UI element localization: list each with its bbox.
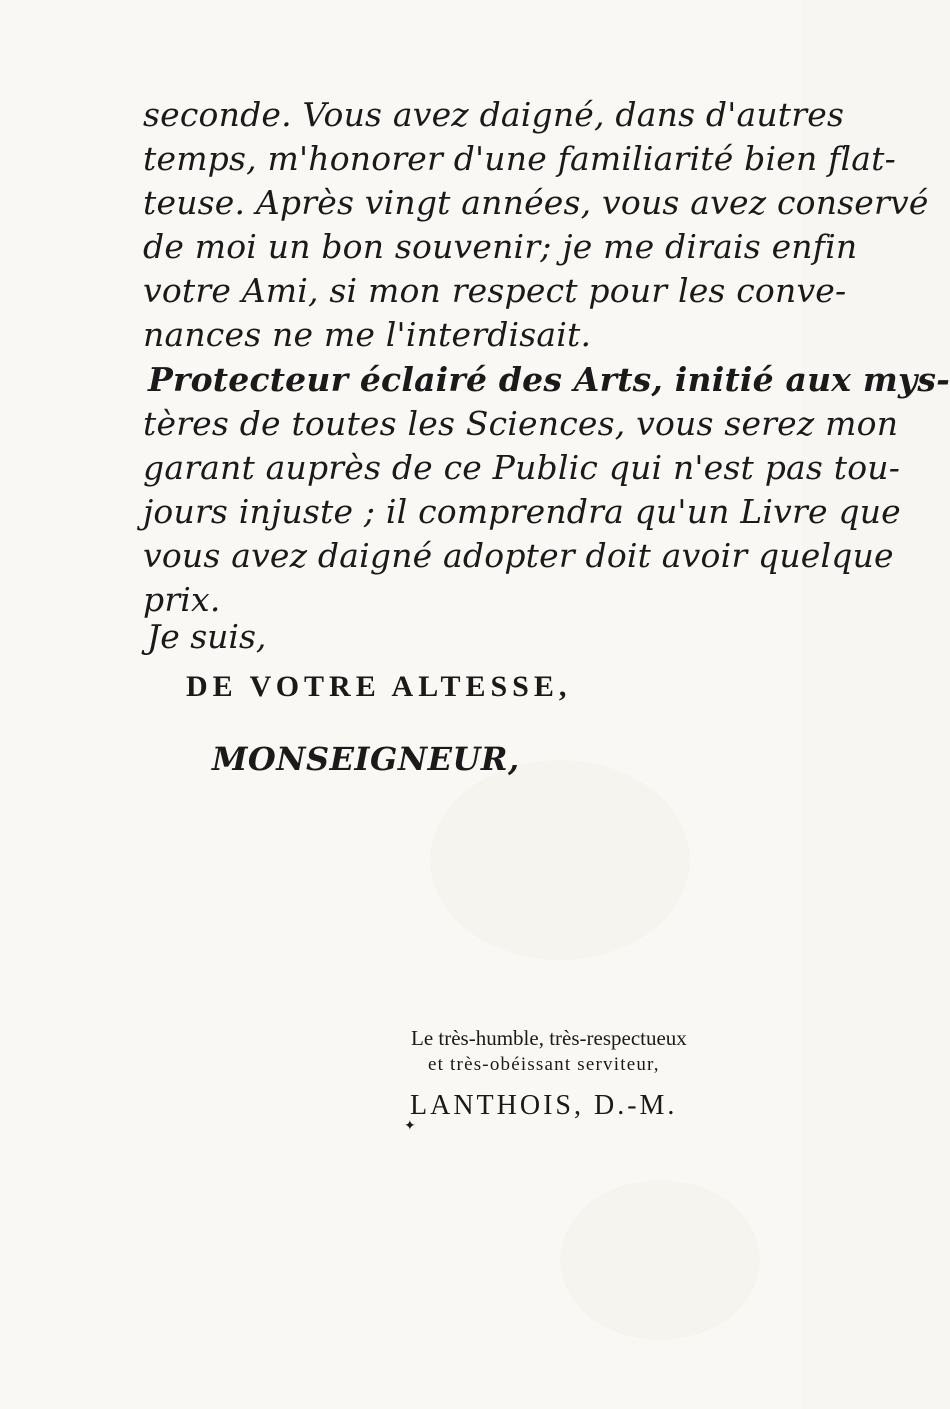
address-line: DE VOTRE ALTESSE, xyxy=(186,670,572,703)
signature-line: Le très-humble, très-respectueux xyxy=(411,1026,687,1050)
text-line: jours injuste ; il comprendra qu'un Livre que xyxy=(143,492,901,531)
paper-stain xyxy=(430,760,690,960)
text-line: nances ne me l'interdisait. xyxy=(143,315,592,354)
text-line: garant auprès de ce Public qui n'est pas tou- xyxy=(143,448,901,487)
text-line: votre Ami, si mon respect pour les conve- xyxy=(143,271,847,310)
signature-line: et très-obéissant serviteur, xyxy=(428,1054,660,1075)
text-line: de moi un bon souvenir; je me dirais enfin xyxy=(143,227,858,266)
text-line: vous avez daigné adopter doit avoir quelque xyxy=(143,536,894,575)
text-line: Protecteur éclairé des Arts, initié aux mys- xyxy=(148,360,950,399)
closing-phrase: Je suis, xyxy=(147,617,267,656)
text-line: teuse. Après vingt années, vous avez conservé xyxy=(143,183,929,222)
paper-stain xyxy=(560,1180,760,1340)
text-line: temps, m'honorer d'une familiarité bien flat- xyxy=(143,139,896,178)
text-line: prix. xyxy=(143,580,221,619)
ornament-icon: ✦ xyxy=(404,1118,416,1134)
text-line: seconde. Vous avez daigné, dans d'autres xyxy=(143,95,845,134)
salutation-title: MONSEIGNEUR, xyxy=(212,740,520,778)
author-name: LANTHOIS, D.-M. xyxy=(410,1090,678,1121)
text-line: tères de toutes les Sciences, vous serez mon xyxy=(143,404,899,443)
